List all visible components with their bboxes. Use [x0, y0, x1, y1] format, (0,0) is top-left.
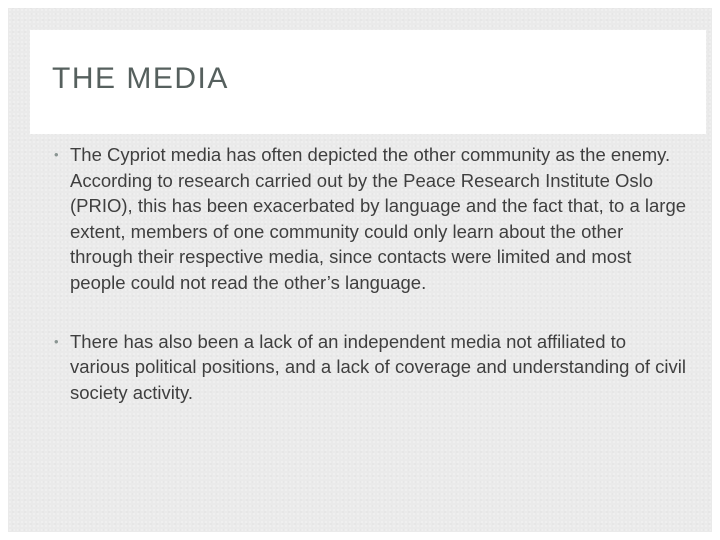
- bullet-text: The Cypriot media has often depicted the other community as the enemy. According to research carried out by the Peace Research Institute Oslo (PRIO), this has been exacerbated by language and the fact that, to a large extent, members of one community could only learn about the other through their respective media, since contacts were limited and most people could not read the other’s language.: [70, 144, 687, 293]
- bullet-marker: •: [54, 147, 59, 162]
- bullet-marker: •: [54, 333, 59, 349]
- bullet-list: [54, 142, 690, 405]
- title-box: [30, 30, 706, 134]
- slide-title: THE MEDIA: [52, 62, 229, 95]
- bullet-item: [54, 142, 690, 296]
- bullet-item: [54, 329, 690, 406]
- bullet-text: There has also been a lack of an independent media not affiliated to various political positions, and a lack of coverage and understanding of civil society activity.: [70, 330, 687, 403]
